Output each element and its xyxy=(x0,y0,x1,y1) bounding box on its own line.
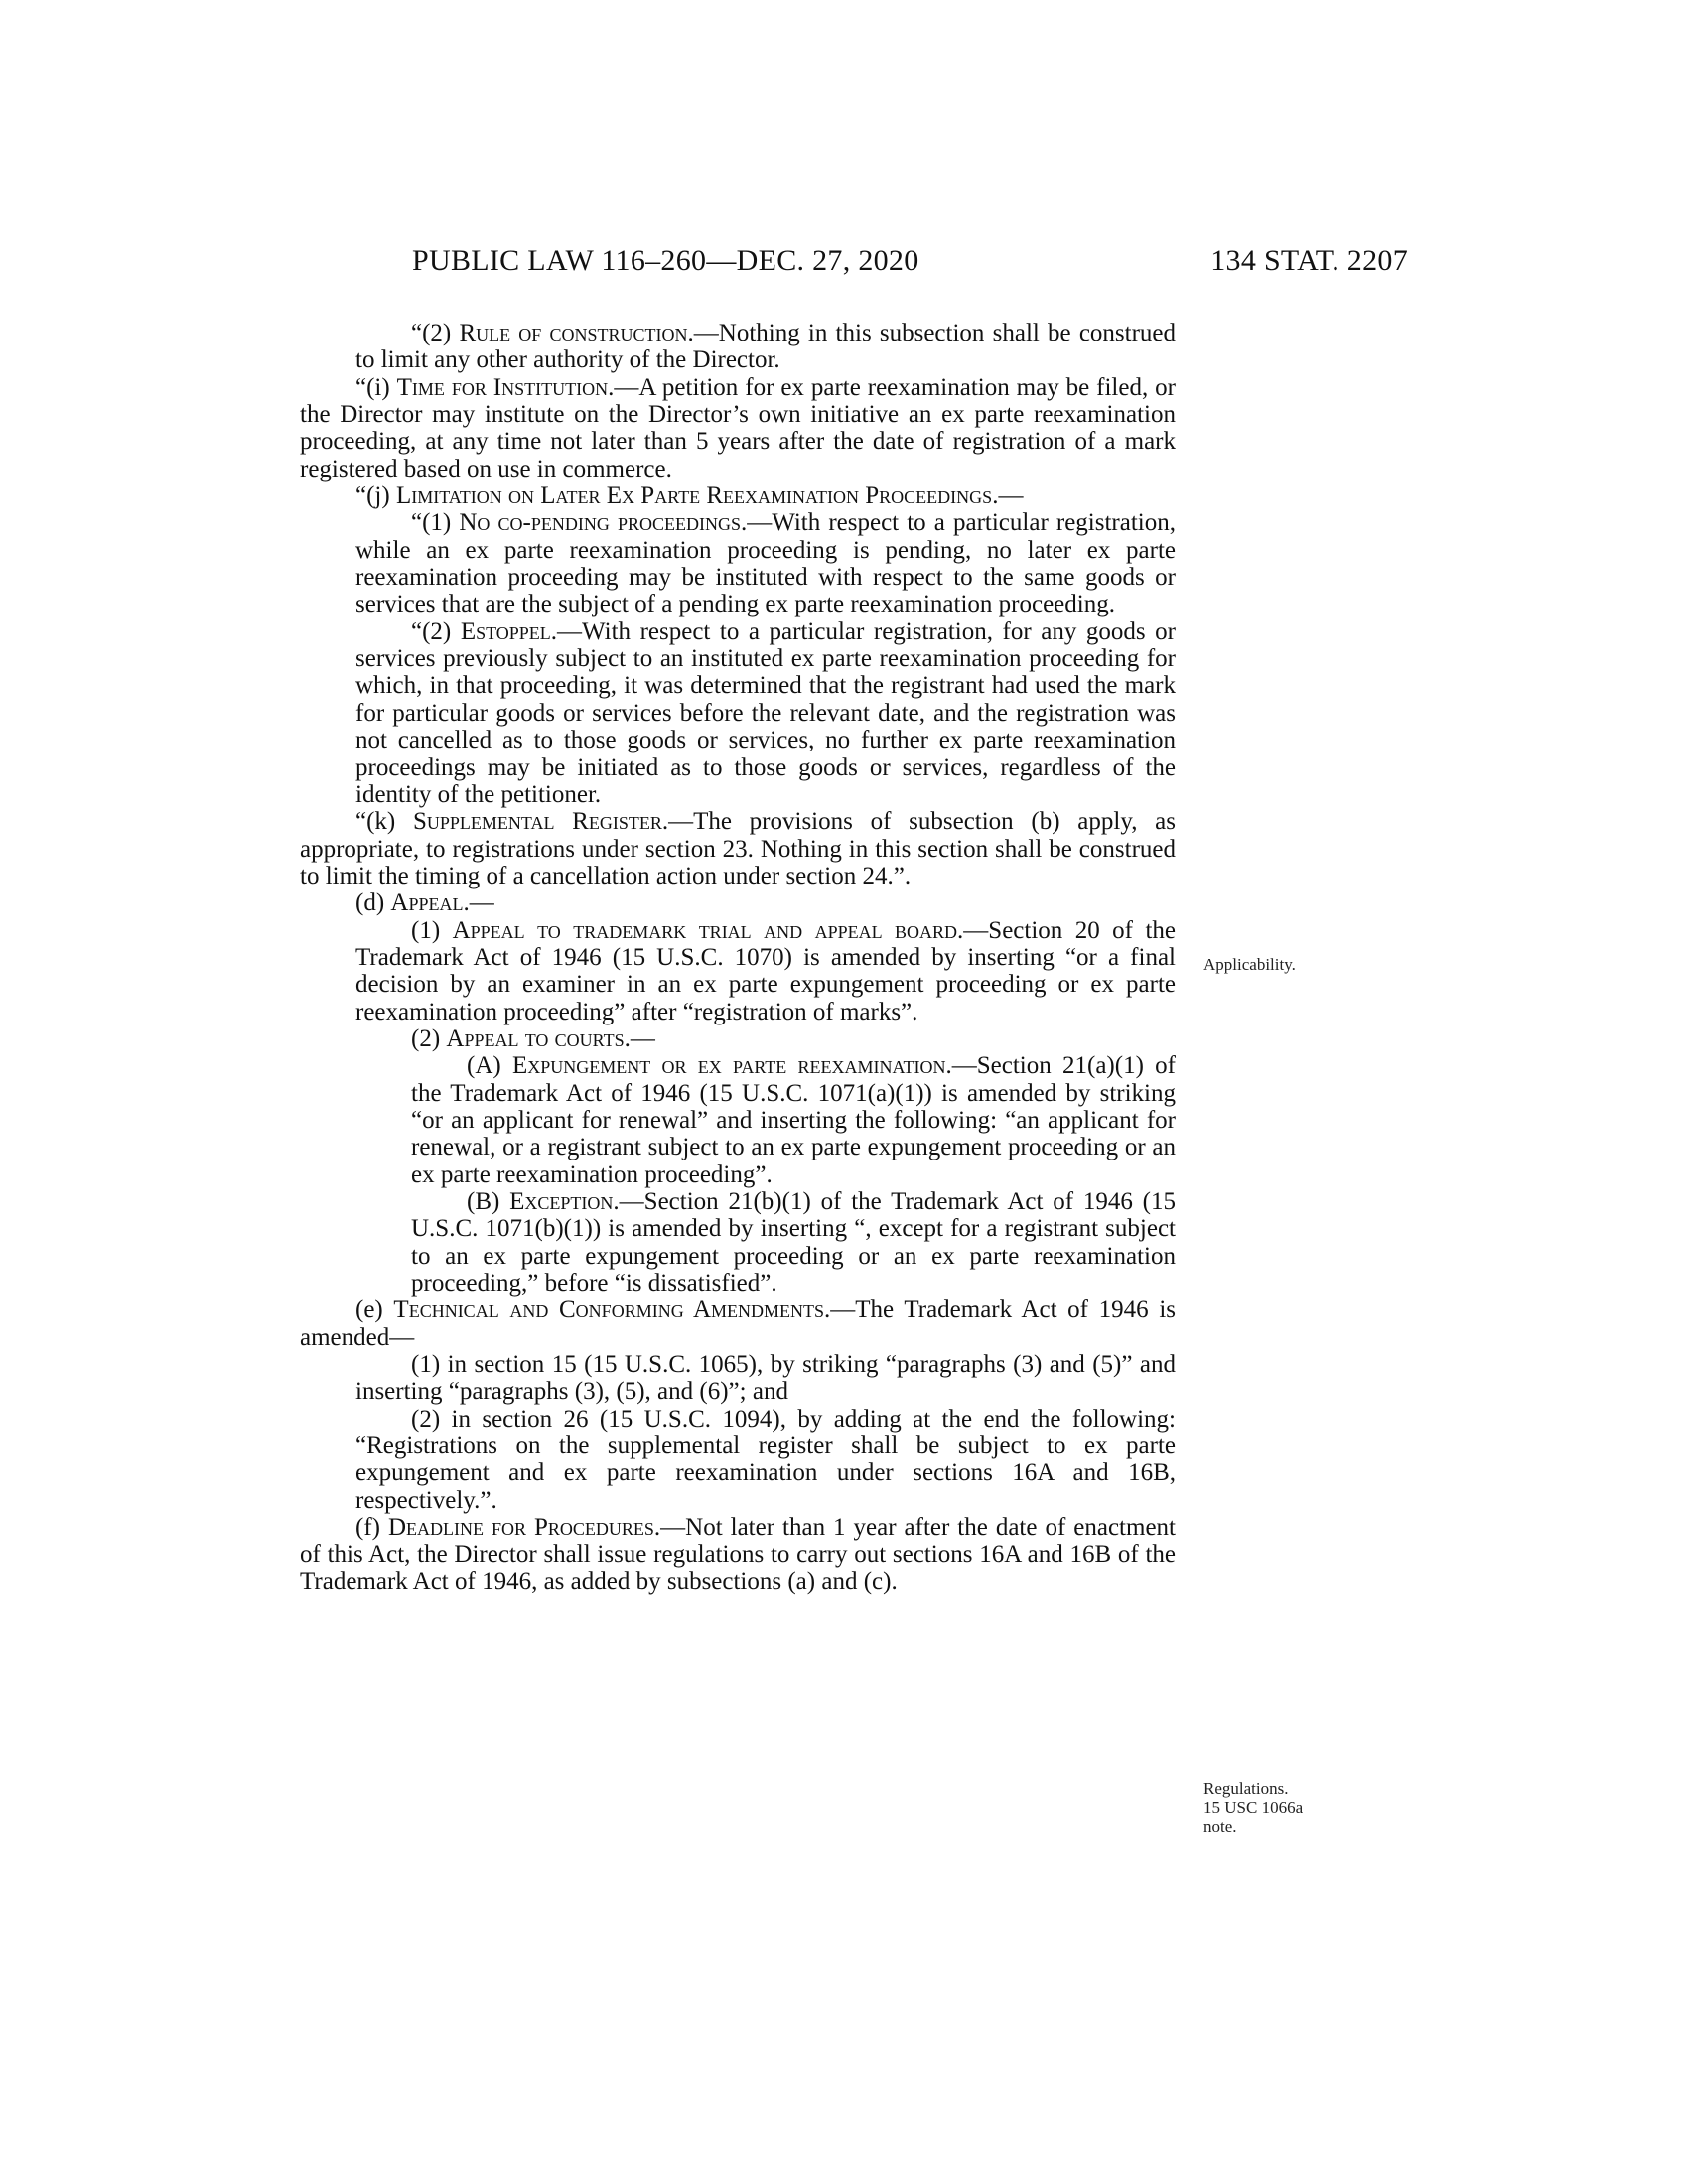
paragraph-expungement-or-reexamination: (A) Expungement or ex parte reexamination.—Section 21(a)(1) of the Trademark Act of 1946 (15 U.S.C. 1071(a)(1)) is amended by striking “or an applicant for renewal” and inserting the following: “an applicant for renewal, or a registrant subject to an ex parte expungement proceeding or an ex parte reexamination proceeding”. xyxy=(411,1052,1176,1188)
page-title: PUBLIC LAW 116–260—DEC. 27, 2020 xyxy=(412,244,919,277)
paragraph-appeal-heading: (d) Appeal.— xyxy=(355,889,494,917)
paragraph-rule-of-construction: “(2) Rule of construction.—Nothing in this subsection shall be construed to limit any other authority of the Director. xyxy=(355,320,1177,374)
paragraph-deadline-for-procedures: (f) Deadline for Procedures.—Not later than 1 year after the date of enactment of this Act, the Director shall issue regulations to carry out sections 16A and 16B of the Trademark Act of 1946, as added by subsections (a) and (c). xyxy=(300,1514,1176,1595)
paragraph-supplemental-register: “(k) Supplemental Register.—The provisions of subsection (b) apply, as appropriate, to registrations under section 23. Nothing in this section shall be construed to limit the timing of a cancellation action under section 24.”. xyxy=(300,808,1176,889)
paragraph-appeal-to-courts: (2) Appeal to courts.— xyxy=(411,1024,655,1052)
margin-note-regulations-line: Regulations. xyxy=(1203,1779,1289,1798)
margin-note-regulations xyxy=(1203,1779,1303,1836)
paragraph-time-for-institution: “(i) Time for Institution.—A petition for ex parte reexamination may be filed, or the Director may institute on the Director’s own initiative an ex parte reexamination proceeding, at any time not later than 5 years after the date of registration of a mark registered based on use in commerce. xyxy=(300,373,1176,482)
statute-page-number: 134 STAT. 2207 xyxy=(1210,244,1408,277)
margin-note-usc-citation: 15 USC 1066a xyxy=(1203,1798,1304,1817)
paragraph-amendment-section-26: (2) in section 26 (15 U.S.C. 1094), by adding at the end the following: “Registrations on the supplemental register shall be subject to ex parte expungement and ex parte reexamination under sections 16A and 16B, respectively.”. xyxy=(355,1405,1176,1514)
paragraph-amendment-section-15: (1) in section 15 (15 U.S.C. 1065), by striking “paragraphs (3) and (5)” and inserting “paragraphs (3), (5), and (6)”; and xyxy=(355,1351,1176,1406)
paragraph-technical-amendments: (e) Technical and Conforming Amendments.—The Trademark Act of 1946 is amended— xyxy=(300,1297,1176,1351)
margin-note-applicability: Applicability. xyxy=(1203,955,1296,974)
page-header xyxy=(298,244,1410,284)
paragraph-limitation-heading: “(j) Limitation on Later Ex Parte Reexamination Proceedings.— xyxy=(355,482,1024,510)
paragraph-estoppel: “(2) Estoppel.—With respect to a particular registration, for any goods or services previously subject to an instituted ex parte reexamination proceeding for which, in that proceeding, it was determined that the registrant had used the mark for particular goods or services before the relevant date, and the registration was not cancelled as to those goods or services, no further ex parte reexamination proceedings may be initiated as to those goods or services, regardless of the identity of the petitioner. xyxy=(355,617,1177,808)
paragraph-exception: (B) Exception.—Section 21(b)(1) of the Trademark Act of 1946 (15 U.S.C. 1071(b)(1)) is amended by inserting “, except for a registrant subject to an ex parte expungement proceeding or an ex parte reexamination proceeding,” before “is dissatisfied”. xyxy=(411,1188,1176,1297)
paragraph-no-co-pending: “(1) No co-pending proceedings.—With respect to a particular registration, while an ex parte reexamination proceeding is pending, no later ex parte reexamination proceeding may be instituted with respect to the same goods or services that are the subject of a pending ex parte reexamination proceeding. xyxy=(355,509,1176,618)
paragraph-appeal-to-board: (1) Appeal to trademark trial and appeal board.—Section 20 of the Trademark Act of 1946 (15 U.S.C. 1070) is amended by inserting “or a final decision by an examiner in an ex parte expungement proceeding or ex parte reexamination proceeding” after “registration of marks”. xyxy=(355,916,1176,1025)
law-text xyxy=(300,320,1176,1595)
margin-note-note-label: note. xyxy=(1203,1817,1237,1836)
